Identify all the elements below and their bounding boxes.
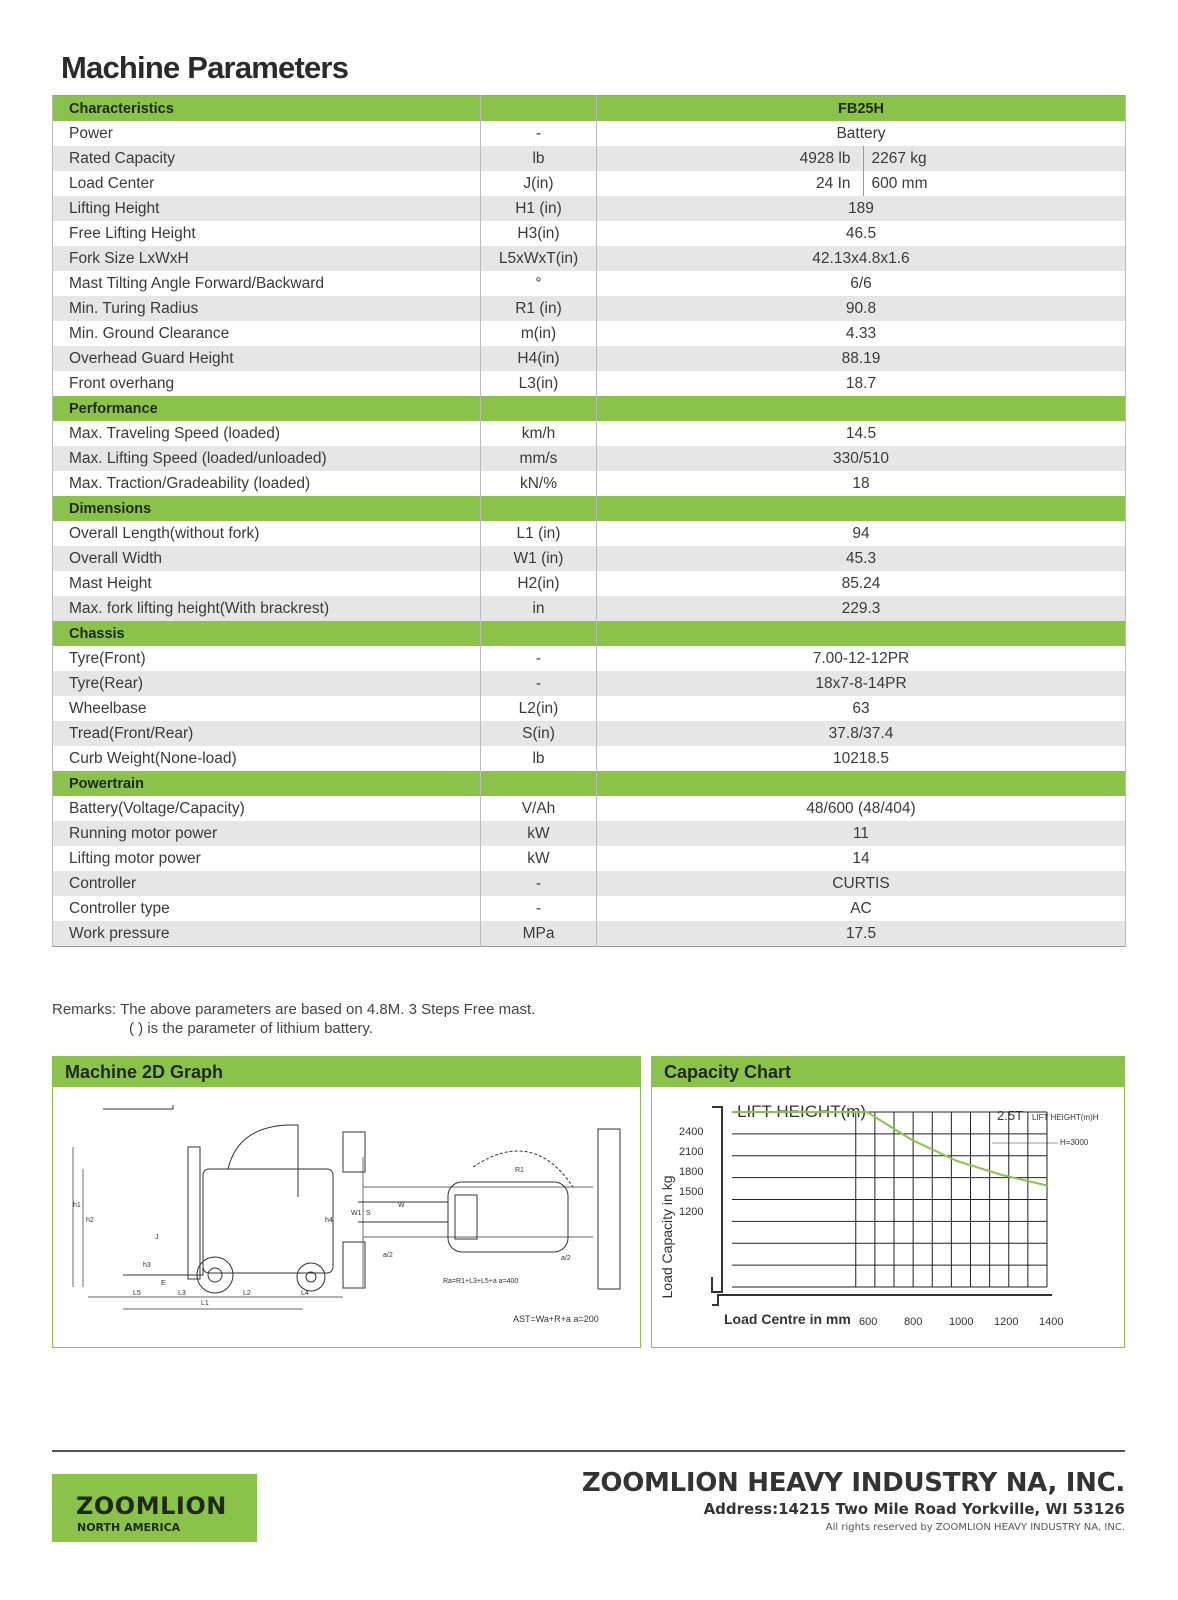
section-performance-unit <box>481 396 597 421</box>
table-row <box>53 671 1126 696</box>
param-value: 10218.5 <box>597 746 1126 771</box>
param-label: Max. Traveling Speed (loaded) <box>53 421 481 446</box>
param-value <box>597 146 1126 171</box>
param-unit: mm/s <box>481 446 597 471</box>
remarks-line-2: ( ) is the parameter of lithium battery. <box>129 1020 373 1037</box>
param-value: 88.19 <box>597 346 1126 371</box>
param-value: 14.5 <box>597 421 1126 446</box>
param-value: 48/600 (48/404) <box>597 796 1126 821</box>
param-value: AC <box>597 896 1126 921</box>
param-value: 14 <box>597 846 1126 871</box>
param-label: Tyre(Rear) <box>53 671 481 696</box>
section-performance <box>53 396 1126 421</box>
param-unit: L1 (in) <box>481 521 597 546</box>
param-label: Battery(Voltage/Capacity) <box>53 796 481 821</box>
param-unit: H3(in) <box>481 221 597 246</box>
company-address: Address:14215 Two Mile Road Yorkville, WI 53126 <box>703 1500 1125 1518</box>
param-value: 42.13x4.8x1.6 <box>597 246 1126 271</box>
fork-outline <box>123 1263 203 1275</box>
remarks-line-1: Remarks: The above parameters are based on 4.8M. 3 Steps Free mast. <box>52 1001 536 1018</box>
table-row <box>53 896 1126 921</box>
capacity-chart-panel <box>651 1056 1125 1348</box>
body-outline <box>203 1169 333 1273</box>
fork-top-outline <box>103 1105 173 1109</box>
lift-height-mm-label: LIFT HEIGHT(m)H <box>1032 1113 1099 1122</box>
table-row <box>53 821 1126 846</box>
param-label: Overall Width <box>53 546 481 571</box>
param-label: Max. Traction/Gradeability (loaded) <box>53 471 481 496</box>
table-row <box>53 796 1126 821</box>
param-value: 229.3 <box>597 596 1126 621</box>
x-tick-label: 1400 <box>1039 1316 1064 1328</box>
ra-formula: Ra=R1+L3+L5+a a=400 <box>443 1278 519 1285</box>
param-value: 45.3 <box>597 546 1126 571</box>
param-label: Overall Length(without fork) <box>53 521 481 546</box>
param-unit: MPa <box>481 921 597 947</box>
table-row <box>53 446 1126 471</box>
dim-label-l5: L5 <box>133 1290 141 1297</box>
param-label: Lifting motor power <box>53 846 481 871</box>
param-label: Lifting Height <box>53 196 481 221</box>
param-value: 46.5 <box>597 221 1126 246</box>
param-value: 189 <box>597 196 1126 221</box>
dim-label-l3: L3 <box>178 1290 186 1297</box>
table-row <box>53 221 1126 246</box>
dim-label-w: W <box>398 1202 405 1209</box>
param-unit: L3(in) <box>481 371 597 396</box>
param-value: 330/510 <box>597 446 1126 471</box>
param-label: Curb Weight(None-load) <box>53 746 481 771</box>
table-row <box>53 471 1126 496</box>
param-unit: S(in) <box>481 721 597 746</box>
param-value: Battery <box>597 121 1126 146</box>
table-row <box>53 921 1126 947</box>
param-unit: - <box>481 896 597 921</box>
param-unit: m(in) <box>481 321 597 346</box>
param-label: Controller type <box>53 896 481 921</box>
logo-name: ZOOMLION <box>76 1492 227 1520</box>
model-label: 2.5T <box>997 1108 1024 1123</box>
section-powertrain-label: Powertrain <box>53 771 481 796</box>
param-unit: H4(in) <box>481 346 597 371</box>
capacity-chart-title: Capacity Chart <box>652 1057 1124 1087</box>
param-value: 18 <box>597 471 1126 496</box>
dim-label-l2: L2 <box>243 1290 251 1297</box>
table-row <box>53 721 1126 746</box>
param-value-metric: 2267 kg <box>871 149 927 167</box>
table-row <box>53 596 1126 621</box>
section-powertrain-unit <box>481 771 597 796</box>
param-label: Min. Ground Clearance <box>53 321 481 346</box>
table-row <box>53 246 1126 271</box>
logo-sub: NORTH AMERICA <box>77 1521 181 1534</box>
param-unit: J(in) <box>481 171 597 196</box>
y-tick-label: 1500 <box>679 1186 704 1198</box>
table-row <box>53 171 1126 196</box>
dim-label-h4: h4 <box>325 1217 333 1224</box>
param-label: Mast Tilting Angle Forward/Backward <box>53 271 481 296</box>
param-label: Tread(Front/Rear) <box>53 721 481 746</box>
dim-label-w1: W1 <box>351 1210 362 1217</box>
y-tick-label: 2400 <box>679 1126 704 1138</box>
table-row <box>53 346 1126 371</box>
param-unit: - <box>481 871 597 896</box>
dim-label-r1: R1 <box>515 1167 524 1174</box>
param-label: Load Center <box>53 171 481 196</box>
param-unit: R1 (in) <box>481 296 597 321</box>
mast-outline <box>188 1147 200 1279</box>
section-dimensions <box>53 496 1126 521</box>
param-value: 11 <box>597 821 1126 846</box>
rear-wheel-outline <box>297 1263 325 1291</box>
param-label: Max. fork lifting height(With brackrest) <box>53 596 481 621</box>
dim-label-e: E <box>161 1280 166 1287</box>
section-characteristics-unit <box>481 96 597 122</box>
section-dimensions-model <box>597 496 1126 521</box>
param-label: Tyre(Front) <box>53 646 481 671</box>
x-axis-label: Load Centre in mm <box>724 1311 851 1327</box>
table-row <box>53 271 1126 296</box>
param-unit: - <box>481 671 597 696</box>
top-view-box <box>343 1132 365 1172</box>
zoomlion-logo <box>52 1474 257 1542</box>
x-tick-label: 1200 <box>994 1316 1019 1328</box>
page-title: Machine Parameters <box>61 50 349 85</box>
x-tick-label: 600 <box>859 1316 878 1328</box>
table-row <box>53 321 1126 346</box>
lift-height-label: LIFT HEIGHT(m) <box>737 1102 867 1121</box>
x-tick-label: 800 <box>904 1316 923 1328</box>
company-name: ZOOMLION HEAVY INDUSTRY NA, INC. <box>581 1468 1125 1498</box>
y-axis-label: Load Capacity in kg <box>659 1175 675 1299</box>
param-label: Front overhang <box>53 371 481 396</box>
param-label: Fork Size LxWxH <box>53 246 481 271</box>
param-value <box>597 171 1126 196</box>
dim-label-s: S <box>366 1210 371 1217</box>
table-row <box>53 571 1126 596</box>
param-label: Wheelbase <box>53 696 481 721</box>
param-unit: in <box>481 596 597 621</box>
remarks <box>52 1000 535 1038</box>
table-row <box>53 521 1126 546</box>
table-row <box>53 296 1126 321</box>
section-dimensions-label: Dimensions <box>53 496 481 521</box>
param-unit: H1 (in) <box>481 196 597 221</box>
param-unit: lb <box>481 146 597 171</box>
section-chassis-unit <box>481 621 597 646</box>
param-label: Free Lifting Height <box>53 221 481 246</box>
param-value: 7.00-12-12PR <box>597 646 1126 671</box>
footer-rule <box>52 1450 1125 1452</box>
param-label: Mast Height <box>53 571 481 596</box>
series-label: H=3000 <box>1060 1138 1089 1147</box>
series-line-h3000 <box>732 1112 1047 1186</box>
machine-2d-graph-panel <box>52 1056 641 1348</box>
company-block <box>582 1468 1125 1533</box>
param-label: Overhead Guard Height <box>53 346 481 371</box>
section-chassis-model <box>597 621 1126 646</box>
section-characteristics-model: FB25H <box>597 96 1126 122</box>
param-unit: ° <box>481 271 597 296</box>
table-row <box>53 846 1126 871</box>
param-value-imperial: 24 In <box>597 171 864 196</box>
param-label: Max. Lifting Speed (loaded/unloaded) <box>53 446 481 471</box>
param-value: 18.7 <box>597 371 1126 396</box>
table-row <box>53 646 1126 671</box>
dim-label-h2: h2 <box>86 1217 94 1224</box>
machine-2d-drawing <box>53 1087 639 1345</box>
param-unit: km/h <box>481 421 597 446</box>
spec-table <box>52 95 1126 947</box>
table-row <box>53 746 1126 771</box>
table-row <box>53 546 1126 571</box>
param-label: Power <box>53 121 481 146</box>
param-value: 4.33 <box>597 321 1126 346</box>
param-unit: L5xWxT(in) <box>481 246 597 271</box>
param-label: Min. Turing Radius <box>53 296 481 321</box>
capacity-chart <box>652 1087 1123 1345</box>
table-row <box>53 421 1126 446</box>
section-characteristics <box>53 96 1126 122</box>
param-value: 85.24 <box>597 571 1126 596</box>
table-row <box>53 371 1126 396</box>
param-value: CURTIS <box>597 871 1126 896</box>
overhead-guard-outline <box>228 1125 298 1197</box>
dim-label-j: J <box>155 1234 159 1241</box>
table-row <box>53 696 1126 721</box>
section-powertrain-model <box>597 771 1126 796</box>
top-view-body <box>448 1182 568 1252</box>
dim-label-a2-right: a/2 <box>561 1255 571 1262</box>
fork-carriage-icon <box>712 1107 722 1292</box>
param-unit: W1 (in) <box>481 546 597 571</box>
param-label: Controller <box>53 871 481 896</box>
x-tick-label: 1000 <box>949 1316 974 1328</box>
table-row <box>53 121 1126 146</box>
section-chassis-label: Chassis <box>53 621 481 646</box>
y-tick-label: 2100 <box>679 1146 704 1158</box>
table-row <box>53 196 1126 221</box>
param-unit: H2(in) <box>481 571 597 596</box>
dim-label-l1: L1 <box>201 1300 209 1307</box>
param-value: 17.5 <box>597 921 1126 947</box>
rights-notice: All rights reserved by ZOOMLION HEAVY INDUSTRY NA, INC. <box>825 1522 1125 1533</box>
section-characteristics-label: Characteristics <box>53 96 481 122</box>
machine-2d-graph-title: Machine 2D Graph <box>53 1057 640 1087</box>
param-unit: - <box>481 121 597 146</box>
param-label: Rated Capacity <box>53 146 481 171</box>
param-value: 18x7-8-14PR <box>597 671 1126 696</box>
section-performance-model <box>597 396 1126 421</box>
param-value-metric: 600 mm <box>871 174 928 192</box>
param-value: 37.8/37.4 <box>597 721 1126 746</box>
ast-formula: AST=Wa+R+a a=200 <box>513 1314 599 1324</box>
y-tick-label: 1200 <box>679 1206 704 1218</box>
dim-label-a2-left: a/2 <box>383 1252 393 1259</box>
section-dimensions-unit <box>481 496 597 521</box>
param-unit: kN/% <box>481 471 597 496</box>
param-value: 94 <box>597 521 1126 546</box>
param-value: 6/6 <box>597 271 1126 296</box>
section-chassis <box>53 621 1126 646</box>
fork-tine-outline <box>712 1295 1052 1305</box>
dim-label-l4: L4 <box>301 1290 309 1297</box>
param-value: 90.8 <box>597 296 1126 321</box>
dim-label-h1: h1 <box>73 1202 81 1209</box>
param-value-imperial: 4928 lb <box>597 146 864 171</box>
table-row <box>53 146 1126 171</box>
param-unit: - <box>481 646 597 671</box>
param-unit: V/Ah <box>481 796 597 821</box>
section-powertrain <box>53 771 1126 796</box>
param-value: 63 <box>597 696 1126 721</box>
table-row <box>53 871 1126 896</box>
dim-label-h3: h3 <box>143 1262 151 1269</box>
param-unit: kW <box>481 821 597 846</box>
param-unit: L2(in) <box>481 696 597 721</box>
section-performance-label: Performance <box>53 396 481 421</box>
y-tick-label: 1800 <box>679 1166 704 1178</box>
param-label: Work pressure <box>53 921 481 947</box>
param-label: Running motor power <box>53 821 481 846</box>
param-unit: lb <box>481 746 597 771</box>
param-unit: kW <box>481 846 597 871</box>
